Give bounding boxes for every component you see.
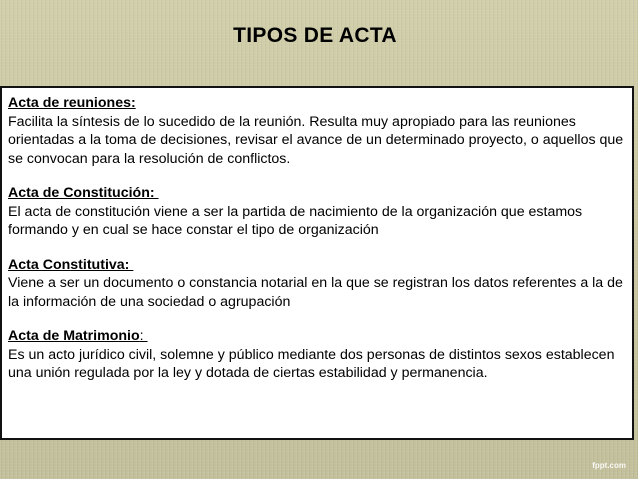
watermark-label: fppt.com	[592, 461, 626, 470]
entry-acta-constitutiva	[8, 256, 628, 312]
entry-heading	[8, 94, 628, 113]
entry-body: Viene a ser un documento o constancia notarial en la que se registran los datos referentes a la de la información de una sociedad o agrupación	[8, 275, 623, 310]
entry-heading-text: Acta de Constitución:	[8, 185, 159, 201]
entry-acta-constitucion	[8, 184, 628, 240]
entry-body: El acta de constitución viene a ser la partida de nacimiento de la organización que estamos formando y en cual se hace constar el tipo de organización	[8, 203, 583, 238]
entry-heading-text: Acta Constitutiva:	[8, 256, 134, 273]
entry-heading	[8, 184, 628, 203]
entry-acta-matrimonio	[8, 327, 628, 383]
entry-body: Facilita la síntesis de lo sucedido de la reunión. Resulta muy apropiado para las reuniones orientadas a la toma de decisiones, revisar el avance de un determinado proyecto, o aquellos que se convocan para la resolución de conflictos.	[8, 113, 624, 167]
entry-body: Es un acto jurídico civil, solemne y público mediante dos personas de distintos sexos establecen una unión regulada por la ley y dotada de ciertas estabilidad y permanencia.	[8, 346, 615, 381]
entry-acta-reuniones	[8, 94, 628, 168]
entry-heading	[8, 256, 628, 275]
entry-heading-suffix: :	[139, 328, 148, 344]
content-box	[0, 86, 634, 440]
entry-heading-text: Acta de reuniones:	[8, 95, 136, 111]
slide-title: TIPOS DE ACTA	[233, 24, 397, 47]
entry-heading-text: Acta de Matrimonio	[8, 328, 140, 344]
entry-heading	[8, 327, 628, 346]
